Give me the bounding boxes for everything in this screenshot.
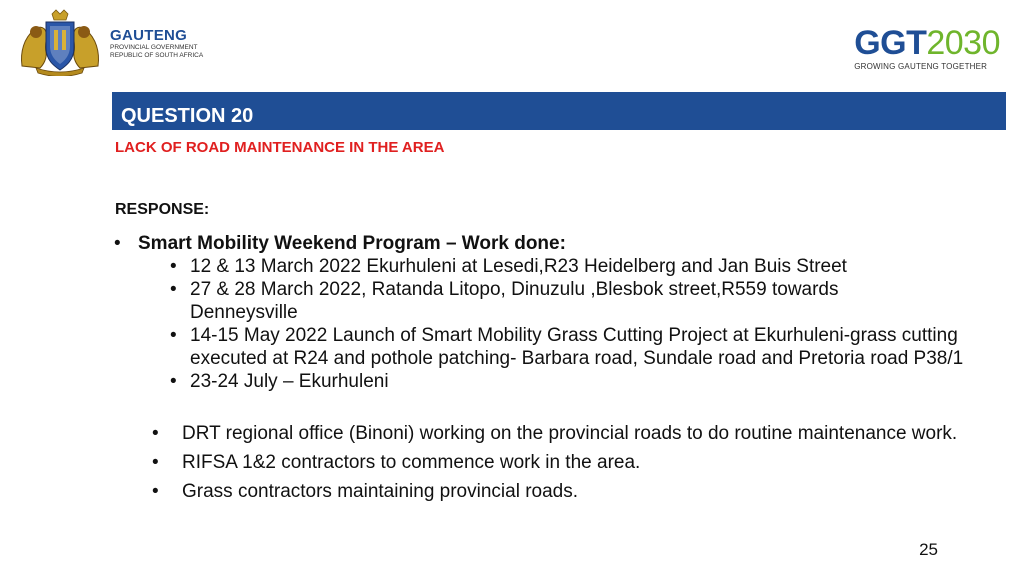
list-item: [170, 278, 1000, 324]
ggt-prefix: GGT: [854, 24, 927, 62]
list-item-text: 14-15 May 2022 Launch of Smart Mobility Grass Cutting Project at Ekurhuleni-grass cutting executed at R24 and pothole patching- Barbara road, Sundale road and Pretoria road P38/1: [190, 325, 964, 369]
list-item: [170, 255, 1000, 278]
list-item: [152, 480, 1012, 503]
page-number: 25: [919, 540, 938, 559]
list-item: [152, 422, 1012, 445]
list-item-text: 12 & 13 March 2022 Ekurhuleni at Lesedi,R23 Heidelberg and Jan Buis Street: [190, 256, 847, 277]
ggt2030-logo: [854, 26, 1000, 71]
bullet-icon: •: [170, 279, 177, 300]
other-actions-list: [152, 422, 1012, 509]
gauteng-name: GAUTENG: [110, 27, 188, 44]
ggt-wordmark: [854, 26, 1000, 60]
bullet-icon: •: [170, 371, 177, 392]
list-item-text: Grass contractors maintaining provincial roads.: [182, 481, 579, 502]
question-subtitle: LACK OF ROAD MAINTENANCE IN THE AREA: [115, 139, 445, 156]
bullet-icon: •: [152, 423, 159, 444]
list-item: [170, 370, 1000, 393]
ggt-year: 2030: [926, 24, 1000, 62]
main-bullet-text: Smart Mobility Weekend Program – Work done:: [138, 233, 566, 254]
coat-of-arms-icon: [14, 8, 106, 76]
list-item-text: 27 & 28 March 2022, Ratanda Litopo, Dinuzulu ,Blesbok street,R559 towards Denneysville: [190, 279, 839, 323]
bullet-icon: •: [152, 481, 159, 502]
list-item-text: RIFSA 1&2 contractors to commence work in the area.: [182, 452, 641, 473]
gauteng-sub-line1: PROVINCIAL GOVERNMENT: [110, 44, 198, 51]
response-label: RESPONSE:: [115, 201, 210, 218]
list-item: [170, 324, 1000, 370]
list-item-text: DRT regional office (Binoni) working on the provincial roads to do routine maintenance work.: [182, 423, 958, 444]
gauteng-sub-line2: REPUBLIC OF SOUTH AFRICA: [110, 52, 204, 59]
bullet-icon: •: [170, 325, 177, 346]
bullet-icon: •: [152, 452, 159, 473]
question-banner: [112, 92, 1006, 130]
list-item: [152, 451, 1012, 474]
question-title: QUESTION 20: [121, 105, 254, 127]
gauteng-logo: [14, 8, 203, 76]
work-done-list: [170, 255, 1000, 393]
list-item-text: 23-24 July – Ekurhuleni: [190, 371, 389, 392]
bullet-icon: •: [170, 256, 177, 277]
ggt-tagline: GROWING GAUTENG TOGETHER: [854, 62, 988, 71]
bullet-icon: •: [114, 233, 121, 254]
